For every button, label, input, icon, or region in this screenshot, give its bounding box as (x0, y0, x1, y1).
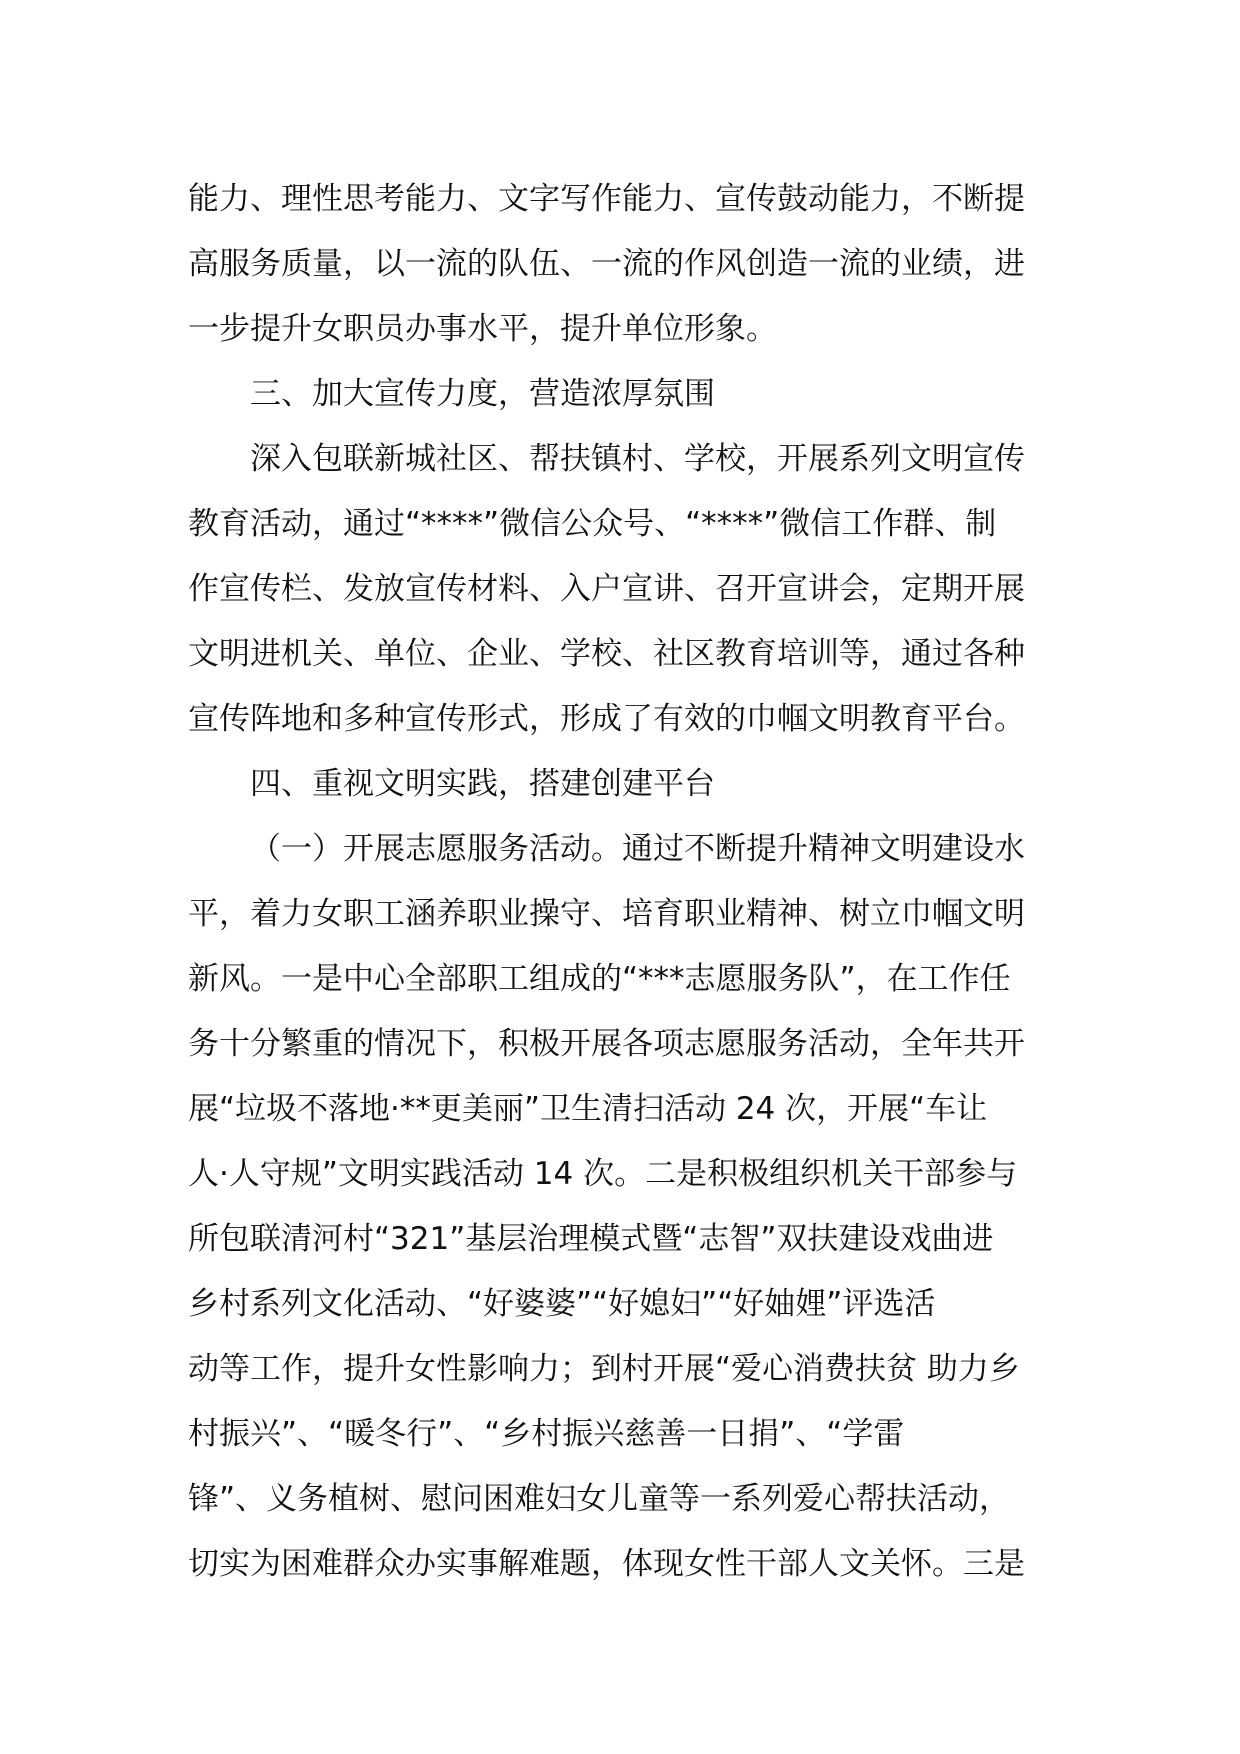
paragraph-line: 文明进机关、单位、企业、学校、社区教育培训等，通过各种 (188, 636, 1025, 672)
paragraph-line: 动等工作，提升女性影响力；到村开展“爱心消费扶贫 助力乡 (188, 1351, 1020, 1387)
paragraph-line: 展“垃圾不落地·**更美丽”卫生清扫活动 24 次，开展“车让 (188, 1091, 988, 1127)
section-heading: 四、重视文明实践，搭建创建平台 (250, 766, 715, 802)
paragraph-line: （一）开展志愿服务活动。通过不断提升精神文明建设水 (250, 831, 1025, 867)
paragraph-line: 教育活动，通过“****”微信公众号、“****”微信工作群、制 (188, 506, 997, 542)
paragraph-line: 锋”、义务植树、慰问困难妇女儿童等一系列爱心帮扶活动， (188, 1481, 1011, 1517)
paragraph-line: 高服务质量，以一流的队伍、一流的作风创造一流的业绩，进 (188, 246, 1025, 282)
paragraph-line: 务十分繁重的情况下，积极开展各项志愿服务活动，全年共开 (188, 1026, 1025, 1062)
paragraph-line: 一步提升女职员办事水平，提升单位形象。 (188, 311, 777, 347)
paragraph-line: 人·人守规”文明实践活动 14 次。二是积极组织机关干部参与 (188, 1156, 1018, 1192)
paragraph-line: 切实为困难群众办实事解难题，体现女性干部人文关怀。三是 (188, 1546, 1025, 1582)
paragraph-line: 深入包联新城社区、帮扶镇村、学校，开展系列文明宣传 (250, 441, 1025, 477)
paragraph-line: 作宣传栏、发放宣传材料、入户宣讲、召开宣讲会，定期开展 (188, 571, 1025, 607)
paragraph-line: 能力、理性思考能力、文字写作能力、宣传鼓动能力，不断提 (188, 181, 1025, 217)
paragraph-line: 村振兴”、“暖冬行”、“乡村振兴慈善一日捐”、“学雷 (188, 1416, 905, 1452)
paragraph-line: 新风。一是中心全部职工组成的“***志愿服务队”，在工作任 (188, 961, 1011, 997)
paragraph-line: 乡村系列文化活动、“好婆婆”“好媳妇”“好妯娌”评选活 (188, 1286, 936, 1322)
paragraph-line: 平，着力女职工涵养职业操守、培育职业精神、树立巾帼文明 (188, 896, 1025, 932)
section-heading: 三、加大宣传力度，营造浓厚氛围 (250, 376, 715, 412)
paragraph-line: 所包联清河村“321”基层治理模式暨“志智”双扶建设戏曲进 (188, 1221, 994, 1257)
paragraph-line: 宣传阵地和多种宣传形式，形成了有效的巾帼文明教育平台。 (188, 701, 1025, 737)
document-body (188, 167, 1058, 1597)
